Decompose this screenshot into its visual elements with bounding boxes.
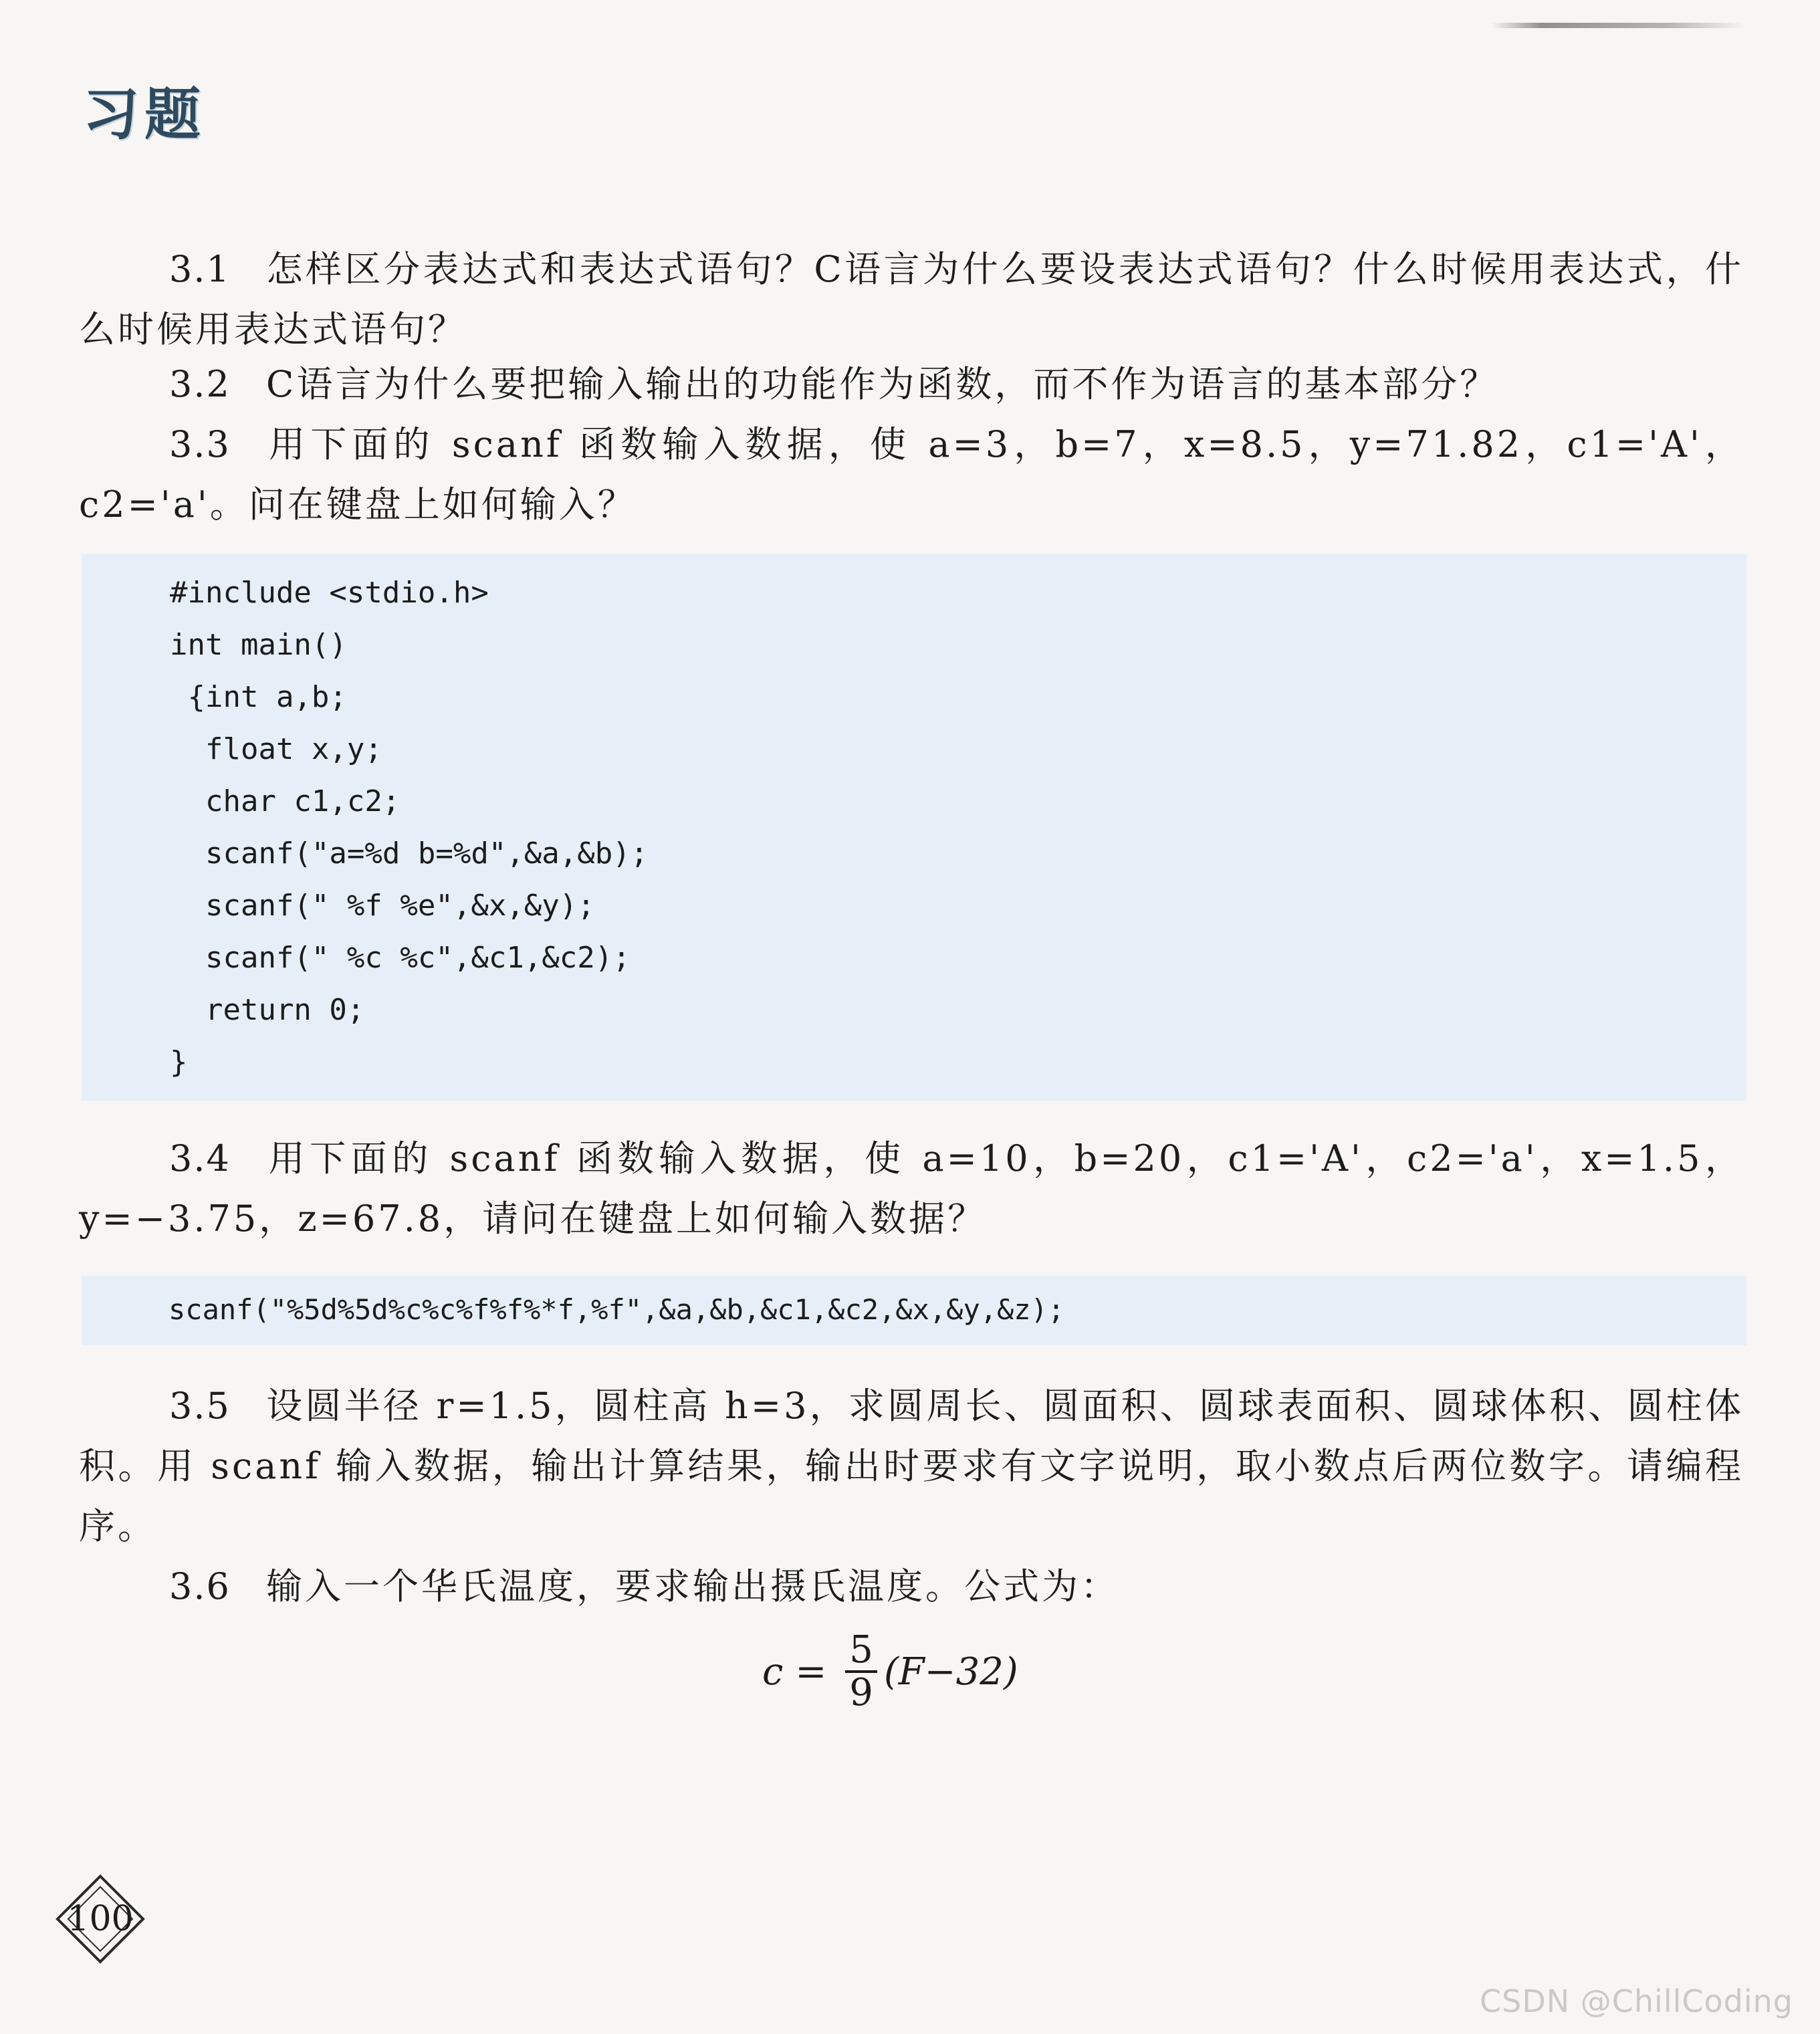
exercise-number: 3.2 (169, 363, 231, 405)
code-line: } (170, 1045, 188, 1079)
code-line: int main() (170, 628, 347, 662)
watermark: CSDN @ChillCoding (1480, 1983, 1793, 2019)
code-line: #include <stdio.h> (170, 576, 489, 610)
exercise-number: 3.3 (169, 423, 231, 465)
exercise-number: 3.1 (169, 248, 231, 290)
code-line: scanf("a=%d b=%d",&a,&b); (170, 836, 649, 871)
page-number: 100 (67, 1899, 134, 1939)
section-title: 习题 (83, 81, 207, 147)
exercise-3-3 (79, 415, 1744, 535)
exercise-3-4 (79, 1129, 1744, 1249)
exercise-number: 3.5 (169, 1385, 231, 1427)
formula-equals: = (795, 1650, 827, 1694)
code-line: scanf(" %f %e",&x,&y); (170, 889, 595, 923)
formula-fraction (845, 1630, 877, 1713)
exercise-number: 3.4 (169, 1137, 231, 1179)
code-listing (168, 1284, 1064, 1336)
code-line: {int a,b; (170, 680, 347, 714)
code-line: return 0; (170, 993, 365, 1027)
exercise-3-2 (79, 354, 1744, 415)
exercise-text: 用下面的 scanf 函数输入数据，使 a=3，b=7，x=8.5，y=71.82，c1='A'，c2='a'。问在键盘上如何输入？ (79, 423, 1744, 526)
exercise-number: 3.6 (169, 1565, 231, 1607)
page-top-shadow-line (1491, 23, 1745, 28)
code-line: float x,y; (170, 732, 382, 766)
page-number-badge (53, 1872, 147, 1966)
exercise-text: 用下面的 scanf 函数输入数据，使 a=10，b=20，c1='A'，c2='a'，x=1.5，y=−3.75，z=67.8，请问在键盘上如何输入数据？ (79, 1137, 1744, 1240)
formula-lhs: c (762, 1650, 784, 1694)
exercise-text: 怎样区分表达式和表达式语句？C语言为什么要设表达式语句？什么时候用表达式，什么时候用表达式语句？ (79, 248, 1744, 350)
formula-denominator: 9 (849, 1671, 873, 1714)
code-block-3-3 (82, 554, 1746, 1101)
exercise-3-1 (79, 239, 1744, 360)
code-listing (170, 567, 648, 1089)
exercise-text: 设圆半径 r=1.5，圆柱高 h=3，求圆周长、圆面积、圆球表面积、圆球体积、圆柱体积。用 scanf 输入数据，输出计算结果，输出时要求有文字说明，取小数点后两位数字。请编程序。 (79, 1385, 1744, 1547)
formula-rhs: (F−32) (883, 1650, 1018, 1694)
exercise-text: 输入一个华氏温度，要求输出摄氏温度。公式为： (266, 1565, 1119, 1607)
formula-numerator: 5 (845, 1630, 877, 1673)
exercise-3-6 (79, 1557, 1744, 1617)
code-line: scanf(" %c %c",&c1,&c2); (170, 941, 631, 975)
exercise-text: C语言为什么要把输入输出的功能作为函数，而不作为语言的基本部分？ (266, 363, 1499, 405)
code-line: char c1,c2; (170, 784, 401, 818)
code-line: scanf("%5d%5d%c%c%f%f%*f,%f",&a,&b,&c1,&c2,&x,&y,&z); (168, 1293, 1065, 1326)
code-block-3-4 (82, 1276, 1746, 1345)
celsius-formula (762, 1625, 1018, 1718)
exercise-3-5 (79, 1376, 1744, 1557)
